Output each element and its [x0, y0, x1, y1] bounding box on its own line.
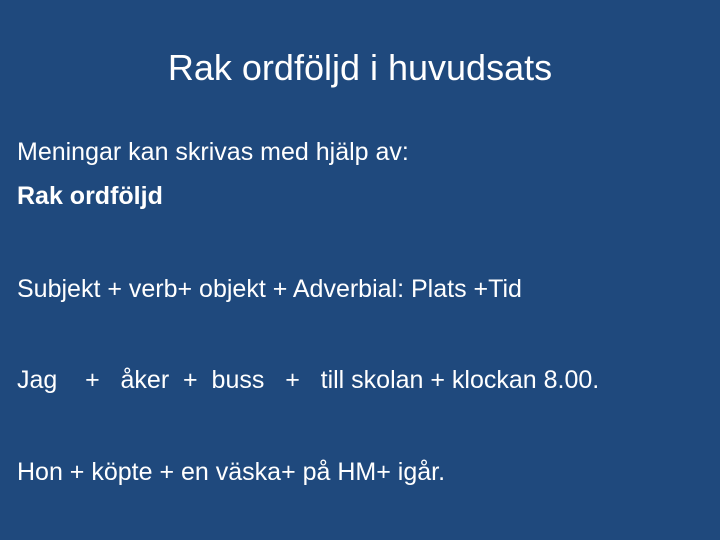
example-sentence-1: Jag + åker + buss + till skolan + klockan 8.00. [17, 366, 600, 394]
slide-title: Rak ordföljd i huvudsats [167, 47, 553, 88]
rule-heading: Rak ordföljd [17, 182, 163, 210]
intro-line: Meningar kan skrivas med hjälp av: [17, 138, 409, 166]
word-order-pattern: Subjekt + verb+ objekt + Adverbial: Plats +Tid [17, 275, 522, 303]
example-sentence-2: Hon + köpte + en väska+ på HM+ igår. [17, 458, 446, 486]
